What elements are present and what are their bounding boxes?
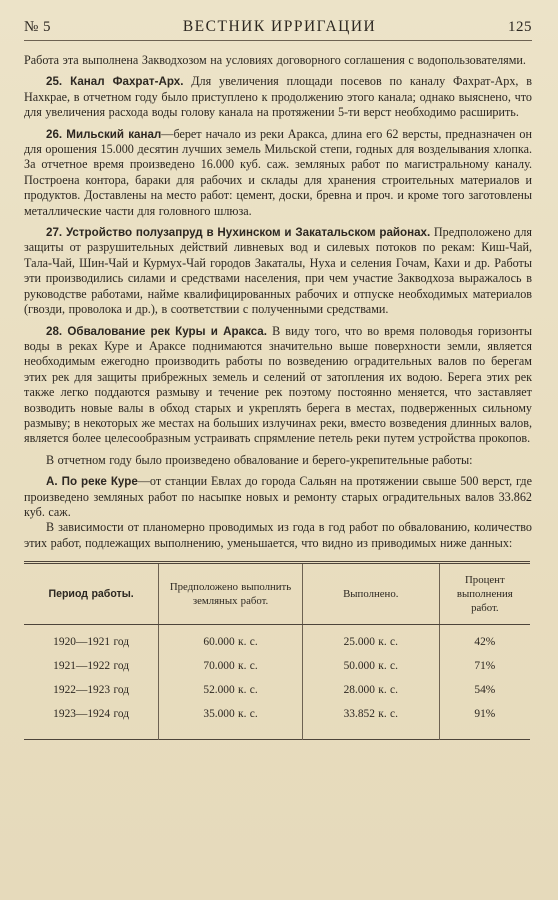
- cell-done: 28.000 к. с.: [302, 679, 439, 703]
- cell-percent: 54%: [474, 684, 496, 697]
- journal-title: ВЕСТНИК ИРРИГАЦИИ: [182, 18, 377, 35]
- paragraph-text: В виду того, что во время половодья горизонты воды в реках Куре и Араксе поднимаются значительно выше поверхности земли, является необходимым ежегодно производить работы по возведению оградительных валов по берегам этих рек для защиты прибрежных земель и селений от затопления их водою. Берега этих рек также легко поддаются размыву и течение рек поэтому постоянно меняется, что заставляет возводить новые валы в обход старых и укреплять берега в местах, подверженных сильному размыву; в некоторых же местах на больших излучинах реки, вместо возведения длинных валов, является более целесообразным устраивать спрямление петель реки путем устройства прокопов.: [24, 323, 532, 446]
- paragraph-intro: [24, 53, 532, 68]
- article-body: [24, 53, 532, 740]
- section-heading: 28. Обвалование рек Куры и Аракса.: [46, 324, 267, 338]
- column-header-planned: Предположено выполнить земляных работ.: [159, 563, 303, 625]
- column-header-period: Период работы.: [24, 563, 159, 625]
- page-number: 125: [507, 19, 532, 35]
- cell-percent: 91%: [474, 708, 496, 721]
- cell-done: 50.000 к. с.: [302, 655, 439, 679]
- cell-done: 33.852 к. с.: [302, 703, 439, 740]
- section-heading: 25. Канал Фахрат-Арх.: [46, 75, 184, 89]
- paragraph-kura: [24, 474, 532, 520]
- cell-planned: 35.000 к. с.: [159, 703, 303, 740]
- paragraph-text: Предположено для защиты от разрушительных действий ливневых вод и силевых потоков по рекам: Киш-Чай, Тала-Чай, Шин-Чай и Курмух-Чай городов Закаталы, Нуха и селения Гочам, Кахи и др. Работы эти производились силами и средствами населения, при чем участие Закводхоза выражалось в руководстве работами, найме квалифицированных рабочих и отпуске необходимых материалов (гвозди, проволока и др.), в соответствии с полученными средствами.: [24, 225, 532, 317]
- cell-period: 1921—1922 год: [24, 655, 159, 679]
- paragraph-text: В отчетном году было произведено обвалование и берего-укрепительные работы:: [46, 452, 473, 467]
- section-heading: 26. Мильский канал: [46, 127, 162, 141]
- paragraph-26: [24, 127, 532, 219]
- cell-period: 1923—1924 год: [24, 703, 159, 740]
- paragraph-text: Работа эта выполнена Закводхозом на условиях договорного соглашения с водопользователями.: [24, 53, 526, 67]
- table-row: [24, 655, 530, 679]
- table-row: [24, 679, 530, 703]
- cell-percent: 42%: [474, 636, 496, 649]
- cell-period: 1922—1923 год: [24, 679, 159, 703]
- table-row: [24, 625, 530, 656]
- section-heading: 27. Устройство полузапруд в Нухинском и Закатальском районах.: [46, 226, 431, 240]
- table-row: [24, 703, 530, 740]
- section-heading: А. По реке Куре: [46, 475, 138, 489]
- column-header-percent: Процент выполнения работ.: [439, 563, 530, 625]
- issue-number: № 5: [24, 19, 52, 35]
- cell-period: 1920—1921 год: [24, 625, 159, 656]
- paragraph-table-intro: [24, 520, 532, 551]
- table-header-row: [24, 563, 530, 625]
- embankment-table: [24, 561, 530, 740]
- running-header: [24, 18, 532, 41]
- cell-planned: 52.000 к. с.: [159, 679, 303, 703]
- paragraph-text: —от станции Евлах до города Сальян на протяжении свыше 500 верст, где произведено земляных работ по насыпке новых и ремонту старых оградительных валов 33.862 куб. саж.: [24, 474, 532, 519]
- paragraph-text: —берет начало из реки Аракса, длина его 62 версты, предназначен он для орошения 15.000 десятин лучших земель Мильской степи, годных для возделывания хлопка. За отчетное время произведено 16.000 куб. саж. земляных работ по магистральному каналу. Построена контора, бараки для рабочих и склады для хранения строительных материалов и продуктов. Доставлены на место работ: цемент, доски, бревна и проч. и кроме того заготовлены металлические части для головного шлюза.: [24, 126, 532, 218]
- paragraph-report-intro: [24, 453, 532, 468]
- cell-percent: 71%: [474, 660, 496, 673]
- paragraph-text: Для увеличения площади посевов по каналу Фахрат-Арх, в Нахкрае, в отчетном году было приступлено к продолжению этого канала; однако выяснено, что для увеличения расхода воды голову канала на протяжении 5-ти верст необходимо расширить.: [24, 74, 533, 120]
- paragraph-text: В зависимости от планомерно проводимых из года в год работ по обвалованию, количество этих работ, подлежащих выполнению, уменьшается, что видно из приводимых ниже данных:: [24, 520, 532, 550]
- cell-done: 25.000 к. с.: [302, 625, 439, 656]
- paragraph-27: [24, 225, 532, 317]
- paragraph-25: [24, 74, 532, 120]
- cell-planned: 60.000 к. с.: [159, 625, 303, 656]
- cell-planned: 70.000 к. с.: [159, 655, 303, 679]
- column-header-done: Выполнено.: [302, 563, 439, 625]
- paragraph-28: [24, 324, 532, 447]
